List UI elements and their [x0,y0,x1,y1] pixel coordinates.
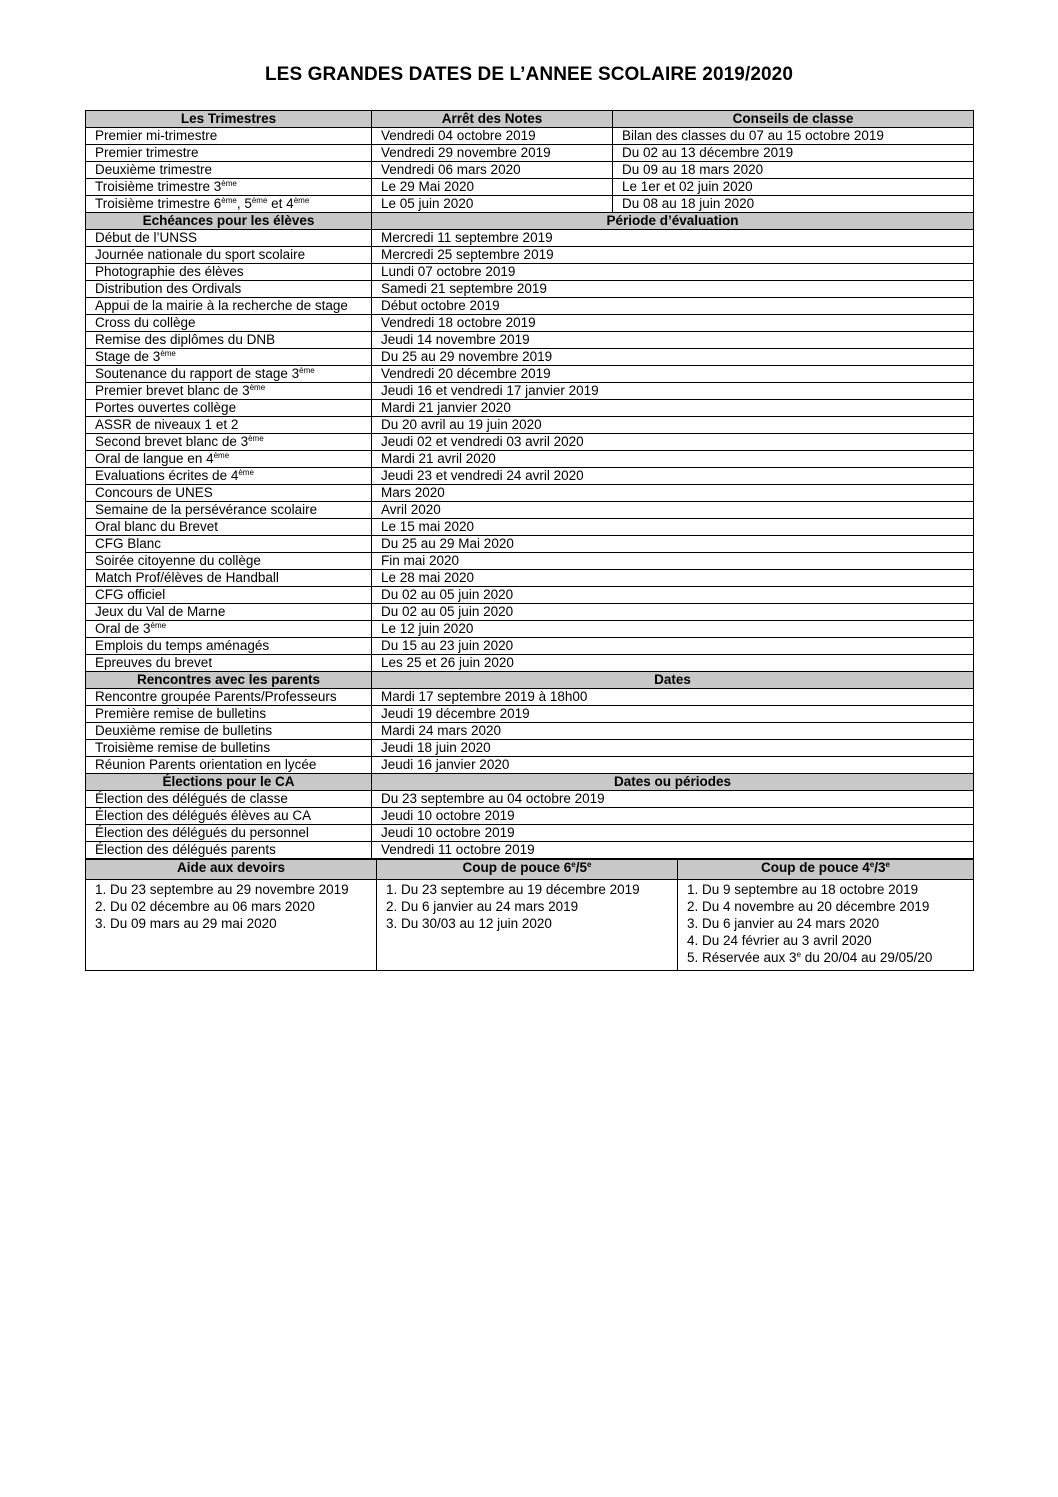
trimestres-cell: Le 1er et 02 juin 2020 [613,179,974,196]
table-row [86,655,974,672]
echeances-cell: Samedi 21 septembre 2019 [372,281,974,298]
echeances-cell: Du 02 au 05 juin 2020 [372,604,974,621]
echeances-cell: Mardi 21 avril 2020 [372,451,974,468]
echeances-cell: Journée nationale du sport scolaire [86,247,372,264]
echeances-cell: Oral de 3ème [86,621,372,638]
echeances-cell: Mercredi 25 septembre 2019 [372,247,974,264]
table-row [86,638,974,655]
echeances-cell: Remise des diplômes du DNB [86,332,372,349]
parents-cell: Troisième remise de bulletins [86,740,372,757]
echeances-cell: Vendredi 20 décembre 2019 [372,366,974,383]
echeances-cell: Jeux du Val de Marne [86,604,372,621]
trimestres-cell: Bilan des classes du 07 au 15 octobre 2019 [613,128,974,145]
echeances-cell: Premier brevet blanc de 3ème [86,383,372,400]
echeances-cell: Début de l’UNSS [86,230,372,247]
table-row [86,400,974,417]
trimestres-cell: Vendredi 06 mars 2020 [372,162,613,179]
echeances-cell: Fin mai 2020 [372,553,974,570]
echeances-cell: Du 25 au 29 Mai 2020 [372,536,974,553]
echeances-cell: Distribution des Ordivals [86,281,372,298]
echeances-cell: Les 25 et 26 juin 2020 [372,655,974,672]
parents-cell: Mardi 24 mars 2020 [372,723,974,740]
table-row [86,502,974,519]
echeances-cell: Evaluations écrites de 4ème [86,468,372,485]
trimestres-header-cell: Les Trimestres [86,111,372,128]
parents-header [86,672,974,689]
echeances-cell: Jeudi 02 et vendredi 03 avril 2020 [372,434,974,451]
aide-table [85,859,974,971]
table-row [86,332,974,349]
echeances-cell: Jeudi 14 novembre 2019 [372,332,974,349]
elections-cell: Élection des délégués élèves au CA [86,808,372,825]
echeances-cell: Mardi 21 janvier 2020 [372,400,974,417]
trimestres-cell: Premier trimestre [86,145,372,162]
page-title: LES GRANDES DATES DE L’ANNEE SCOLAIRE 2019/2020 [264,64,794,85]
parents-cell: Jeudi 16 janvier 2020 [372,757,974,774]
echeances-cell: Lundi 07 octobre 2019 [372,264,974,281]
elections-cell: Élection des délégués parents [86,842,372,859]
table-row [86,230,974,247]
table-row [86,808,974,825]
trimestres-header-cell: Arrêt des Notes [372,111,613,128]
echeances-cell: Du 02 au 05 juin 2020 [372,587,974,604]
echeances-cell: Epreuves du brevet [86,655,372,672]
calendar-table [85,110,973,971]
table-row [86,621,974,638]
list-item: 1. Du 23 septembre au 19 décembre 2019 [386,882,640,897]
echeances-cell: Appui de la mairie à la recherche de stage [86,298,372,315]
echeances-cell: Oral de langue en 4ème [86,451,372,468]
list-item: 2. Du 4 novembre au 20 décembre 2019 [687,899,930,914]
echeances-header-cell: Période d’évaluation [372,213,974,230]
list-item: 2. Du 6 janvier au 24 mars 2019 [386,899,579,914]
elections-header [86,774,974,791]
echeances-cell: Vendredi 18 octobre 2019 [372,315,974,332]
parents-cell: Mardi 17 septembre 2019 à 18h00 [372,689,974,706]
echeances-cell: Cross du collège [86,315,372,332]
table-row [86,485,974,502]
trimestres-cell: Du 09 au 18 mars 2020 [613,162,974,179]
table-row [86,196,974,213]
elections-cell: Jeudi 10 octobre 2019 [372,825,974,842]
table-row [86,740,974,757]
coup-de-pouce-43-cell [678,880,974,971]
echeances-cell: Soutenance du rapport de stage 3ème [86,366,372,383]
trimestres-cell: Du 02 au 13 décembre 2019 [613,145,974,162]
table-row [86,842,974,859]
echeances-cell: Mars 2020 [372,485,974,502]
echeances-cell: Emplois du temps aménagés [86,638,372,655]
aide-header-3: Coup de pouce 4e/3e [678,860,974,880]
table-row [86,553,974,570]
list-item: 2. Du 02 décembre au 06 mars 2020 [95,899,315,914]
echeances-cell: Du 25 au 29 novembre 2019 [372,349,974,366]
table-row [86,264,974,281]
table-row [86,281,974,298]
parents-cell: Deuxième remise de bulletins [86,723,372,740]
elections-header-cell: Dates ou périodes [372,774,974,791]
echeances-cell: Jeudi 16 et vendredi 17 janvier 2019 [372,383,974,400]
table-row [86,145,974,162]
parents-header-cell: Rencontres avec les parents [86,672,372,689]
list-item: 4. Du 24 février au 3 avril 2020 [687,933,872,948]
aide-header-2: Coup de pouce 6e/5e [377,860,678,880]
parents-cell: Réunion Parents orientation en lycée [86,757,372,774]
list-item: 3. Du 09 mars au 29 mai 2020 [95,916,277,931]
table-row [86,519,974,536]
echeances-header-cell: Echéances pour les élèves [86,213,372,230]
echeances-cell: Jeudi 23 et vendredi 24 avril 2020 [372,468,974,485]
list-item: 3. Du 6 janvier au 24 mars 2020 [687,916,880,931]
table-row [86,366,974,383]
table-row [86,417,974,434]
table-row [86,706,974,723]
elections-cell: Jeudi 10 octobre 2019 [372,808,974,825]
table-row [86,570,974,587]
elections-cell: Élection des délégués du personnel [86,825,372,842]
trimestres-header-cell: Conseils de classe [613,111,974,128]
table-row [86,757,974,774]
trimestres-cell: Vendredi 04 octobre 2019 [372,128,613,145]
trimestres-cell: Le 05 juin 2020 [372,196,613,213]
echeances-header [86,213,974,230]
trimestres-cell: Du 08 au 18 juin 2020 [613,196,974,213]
table-row [86,825,974,842]
table-row [86,723,974,740]
echeances-cell: CFG officiel [86,587,372,604]
table-row [86,383,974,400]
aide-devoirs-cell [86,880,377,971]
trimestres-header [86,111,974,128]
echeances-cell: Concours de UNES [86,485,372,502]
trimestres-cell: Troisième trimestre 3ème [86,179,372,196]
echeances-cell: ASSR de niveaux 1 et 2 [86,417,372,434]
echeances-cell: Du 15 au 23 juin 2020 [372,638,974,655]
parents-cell: Jeudi 19 décembre 2019 [372,706,974,723]
echeances-cell: Avril 2020 [372,502,974,519]
echeances-cell: Portes ouvertes collège [86,400,372,417]
table-row [86,298,974,315]
table-row [86,162,974,179]
elections-header-cell: Élections pour le CA [86,774,372,791]
echeances-cell: Second brevet blanc de 3ème [86,434,372,451]
table-row [86,179,974,196]
table-row [86,128,974,145]
echeances-cell: Semaine de la persévérance scolaire [86,502,372,519]
echeances-cell: Oral blanc du Brevet [86,519,372,536]
parents-header-cell: Dates [372,672,974,689]
echeances-cell: Soirée citoyenne du collège [86,553,372,570]
elections-cell: Vendredi 11 octobre 2019 [372,842,974,859]
parents-cell: Jeudi 18 juin 2020 [372,740,974,757]
list-item: 3. Du 30/03 au 12 juin 2020 [386,916,552,931]
trimestres-cell: Premier mi-trimestre [86,128,372,145]
echeances-cell: Début octobre 2019 [372,298,974,315]
list-item: 1. Du 9 septembre au 18 octobre 2019 [687,882,919,897]
table-row [86,468,974,485]
echeances-cell: Mercredi 11 septembre 2019 [372,230,974,247]
coup-de-pouce-65-cell [377,880,678,971]
table-row [86,451,974,468]
elections-cell: Du 23 septembre au 04 octobre 2019 [372,791,974,808]
trimestres-cell: Troisième trimestre 6ème, 5ème et 4ème [86,196,372,213]
table-row [86,791,974,808]
trimestres-cell: Le 29 Mai 2020 [372,179,613,196]
table-row [86,587,974,604]
table-row [86,604,974,621]
aide-header-1: Aide aux devoirs [86,860,377,880]
echeances-cell: Le 28 mai 2020 [372,570,974,587]
list-item: 1. Du 23 septembre au 29 novembre 2019 [95,882,349,897]
echeances-cell: Le 15 mai 2020 [372,519,974,536]
echeances-cell: Photographie des élèves [86,264,372,281]
trimestres-cell: Deuxième trimestre [86,162,372,179]
parents-cell: Première remise de bulletins [86,706,372,723]
parents-cell: Rencontre groupée Parents/Professeurs [86,689,372,706]
table-row [86,434,974,451]
echeances-cell: Le 12 juin 2020 [372,621,974,638]
trimestres-cell: Vendredi 29 novembre 2019 [372,145,613,162]
table-row [86,689,974,706]
echeances-cell: CFG Blanc [86,536,372,553]
table-row [86,349,974,366]
table-row [86,247,974,264]
echeances-cell: Match Prof/élèves de Handball [86,570,372,587]
table-row [86,315,974,332]
table-row [86,536,974,553]
elections-cell: Élection des délégués de classe [86,791,372,808]
echeances-cell: Du 20 avril au 19 juin 2020 [372,417,974,434]
echeances-cell: Stage de 3ème [86,349,372,366]
list-item: 5. Réservée aux 3e du 20/04 au 29/05/20 [687,950,933,965]
